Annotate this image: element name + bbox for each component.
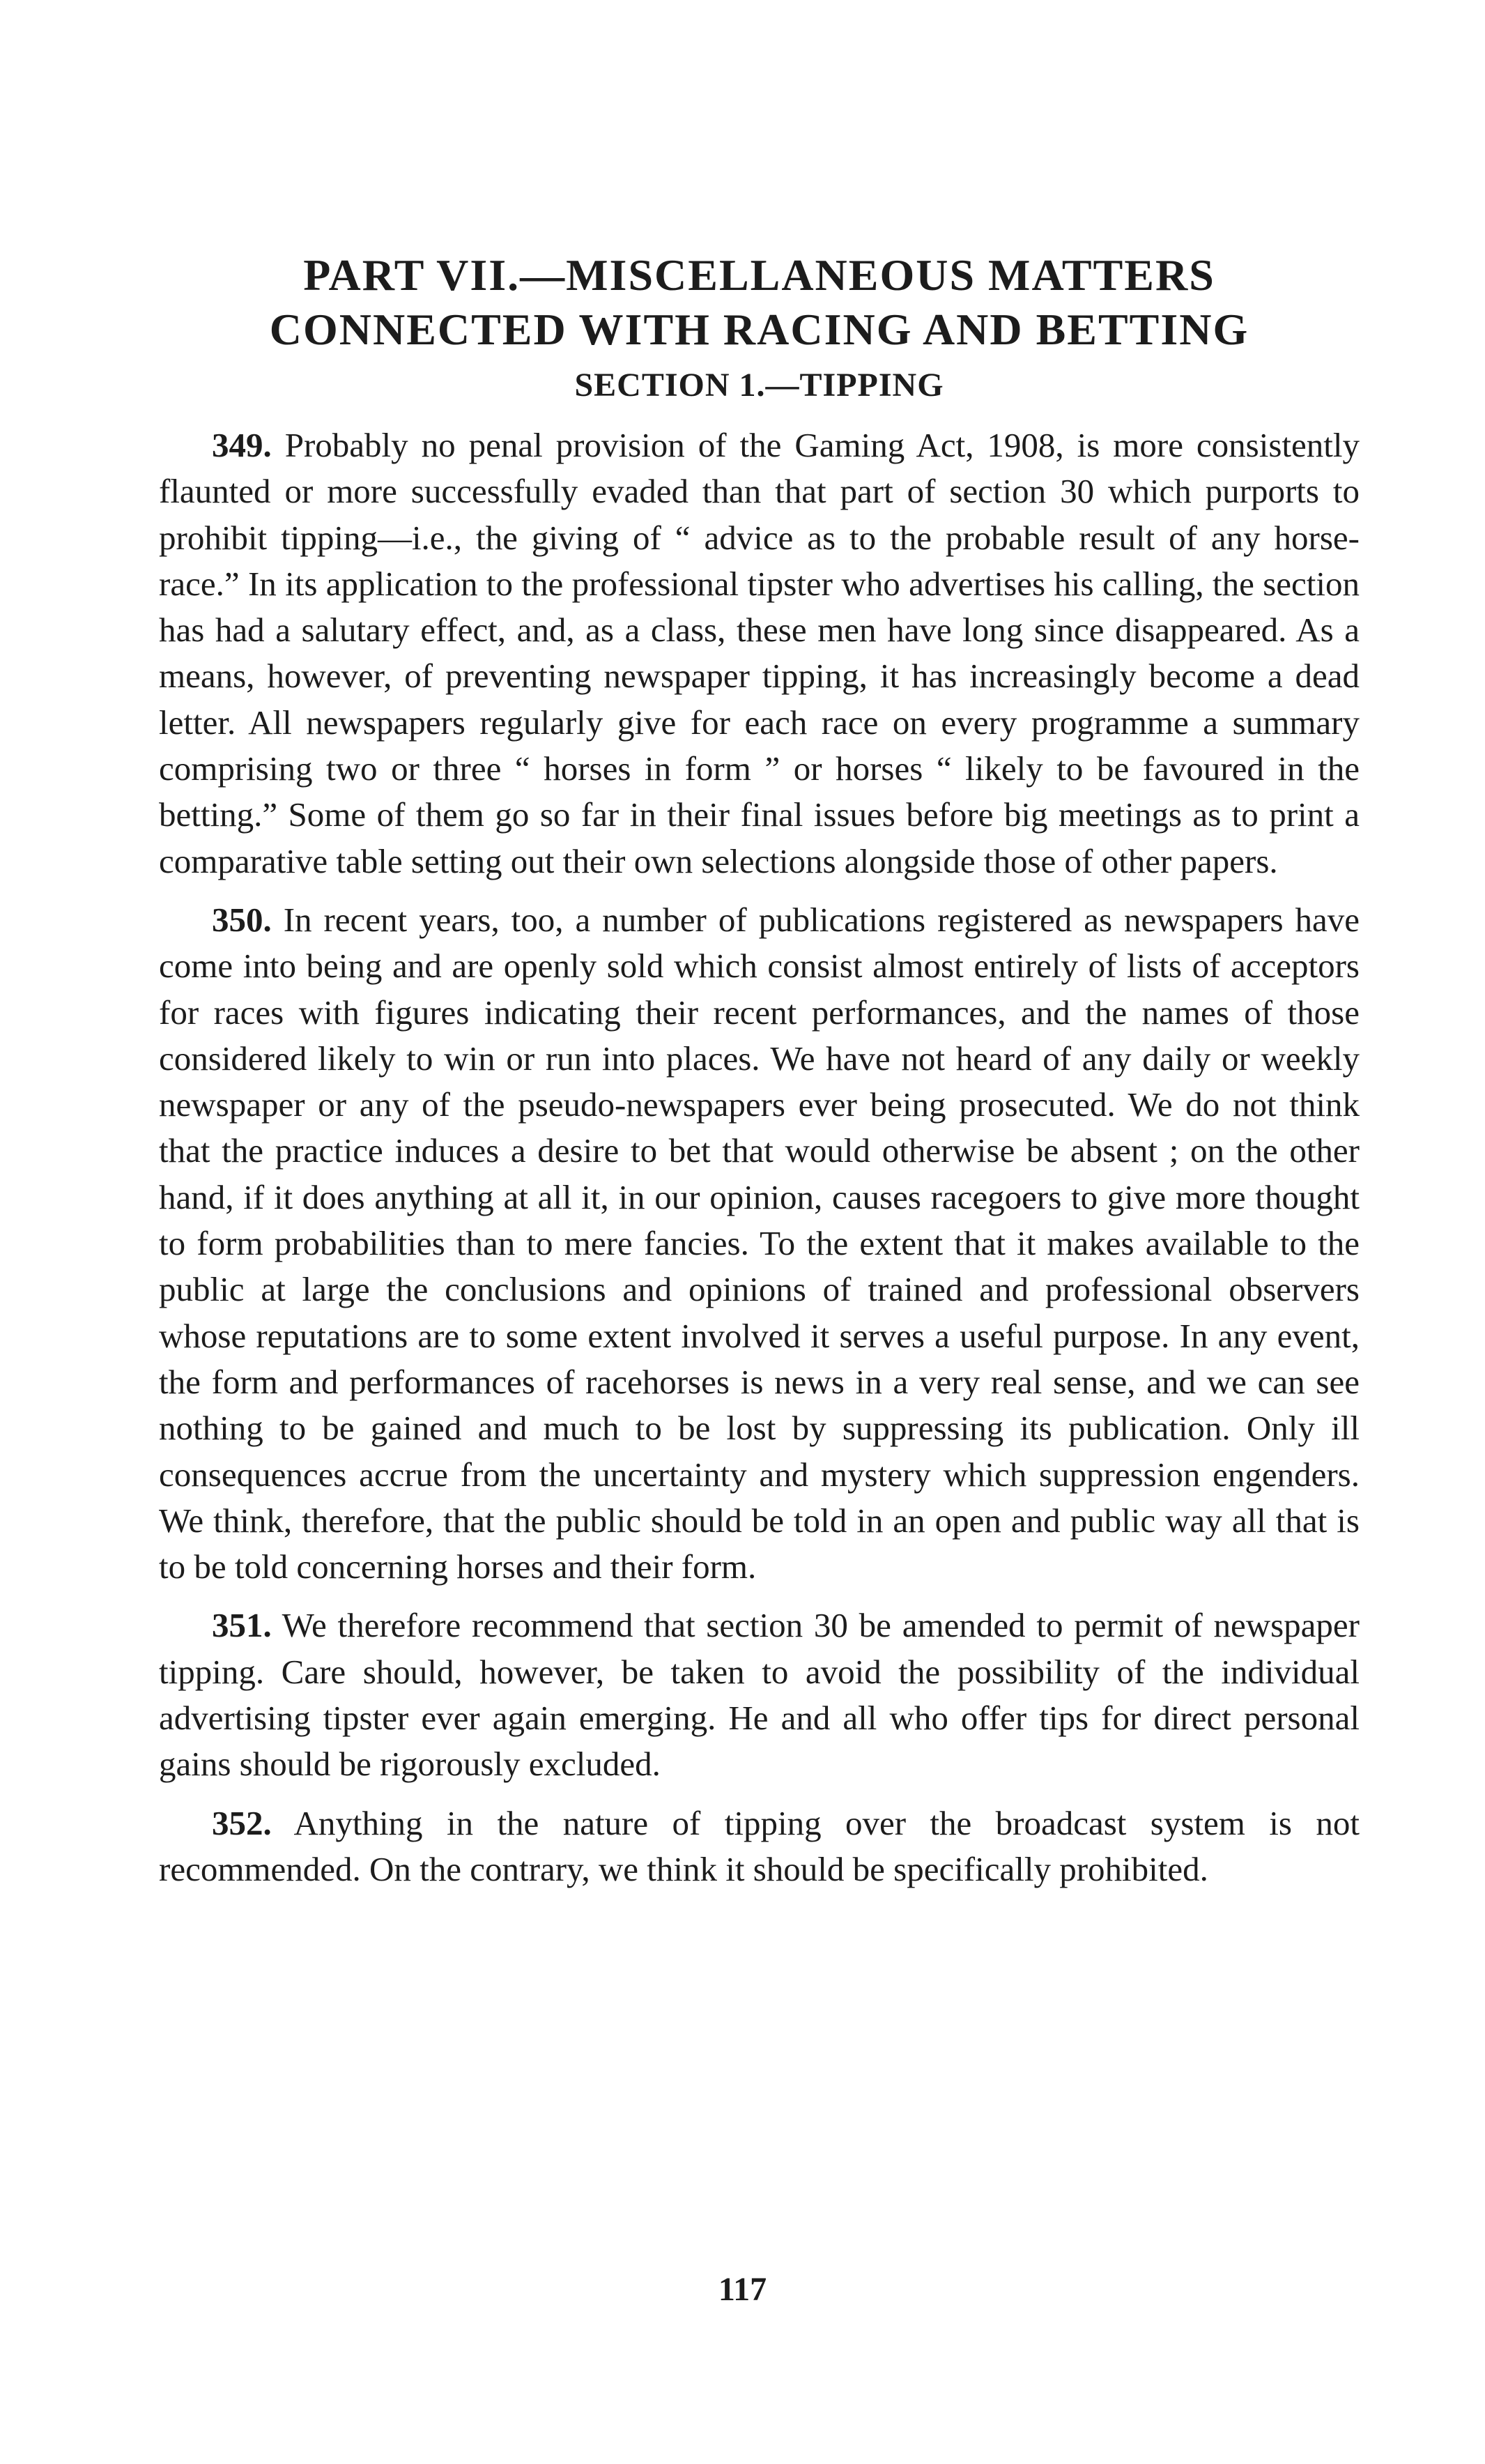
paragraph-text: In recent years, too, a number of publications registered as newspapers have come into being and are openly sold which consist almost entirely of lists of acceptors for races with figures indicating their recent performances, and the names of those considered likely to win or run into places. We have not heard of any daily or weekly newspaper or any of the pseudo-newspapers ever being prosecuted. We do not think that the practice induces a desire to bet that would otherwise be absent ; on the other hand, if it does anything at all it, in our opinion, causes racegoers to give more thought to form probabilities than to mere fancies. To the extent that it makes available to the public at large the conclusions and opinions of trained and professional observers whose reputations are to some extent involved it serves a useful purpose. In any event, the form and performances of racehorses is news in a very real sense, and we can see nothing to be gained and much to be lost by suppressing its publication. Only ill consequences accrue from the uncertainty and mystery which suppression engenders. We think, therefore, that the public should be told in an open and public way all that is to be told concerning horses and their form. [159,900,1360,1586]
paragraph-number: 352. [212,1803,272,1842]
paragraph-number: 350. [212,900,272,939]
part-title-line-2: CONNECTED WITH RACING AND BETTING [269,305,1249,354]
page-number: 117 [718,2271,767,2308]
paragraph-352 [159,1800,1360,1893]
paragraph-number: 351. [212,1606,272,1645]
paragraph-text: Probably no penal provision of the Gaming Act, 1908, is more consistently flaunted or more successfully evaded than that part of section 30 which purports to prohibit tipping—i.e., the giving of “ advice as to the probable result of any horse-race.” In its application to the professional tipster who advertises his calling, the section has had a salutary effect, and, as a class, these men have long since disappeared. As a means, however, of preventing newspaper tipping, it has increasingly become a dead letter. All newspapers regularly give for each race on every programme a summary comprising two or three “ horses in form ” or horses “ likely to be favoured in the betting.” Some of them go so far in their final issues before big meetings as to print a comparative table setting out their own selections alongside those of other papers. [159,426,1360,880]
paragraph-349 [159,422,1360,885]
paragraph-351 [159,1602,1360,1787]
part-title [159,248,1360,357]
paragraph-number: 349. [212,426,272,464]
paragraph-350 [159,897,1360,1590]
paragraph-text: We therefore recommend that section 30 be amended to permit of newspaper tipping. Care should, however, be taken to avoid the possibility of the individual advertising tipster ever again emerging. He and all who offer tips for direct personal gains should be rigorously excluded. [159,1606,1360,1784]
part-title-line-1: PART VII.—MISCELLANEOUS MATTERS [303,250,1215,300]
section-heading: SECTION 1.—TIPPING [574,367,944,404]
paragraph-text: Anything in the nature of tipping over the broadcast system is not recommended. On the contrary, we think it should be specifically prohibited. [159,1803,1360,1888]
document-page [159,248,1360,1905]
